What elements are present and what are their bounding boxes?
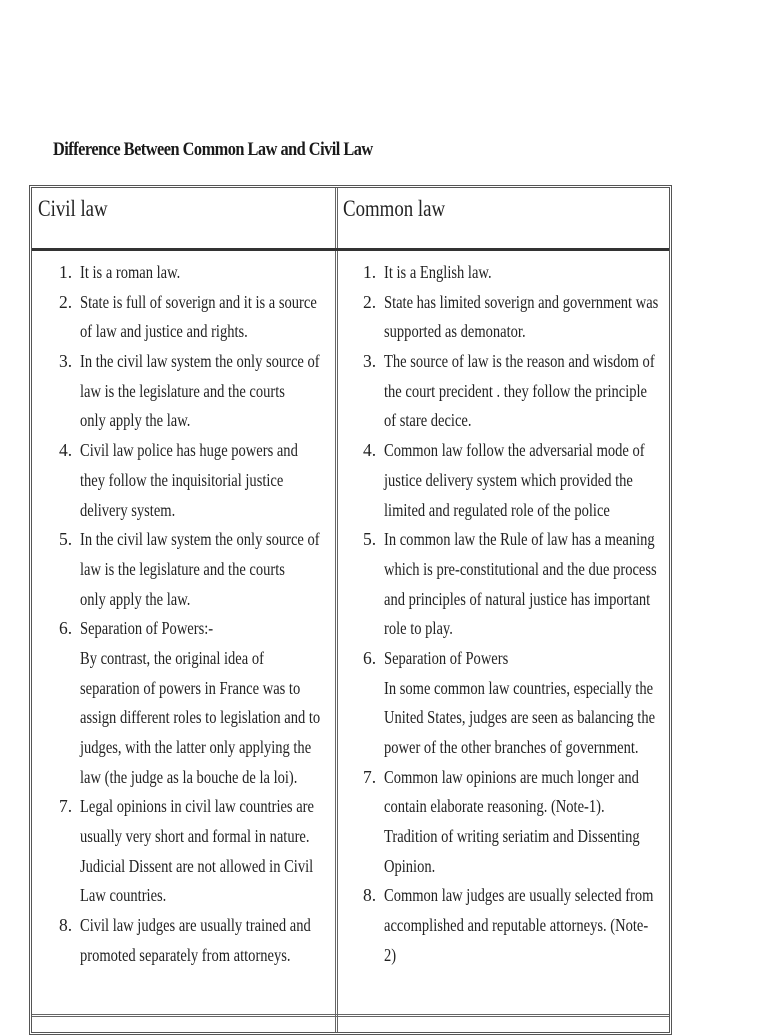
item-text: Common law opinions are much longer and xyxy=(384,766,639,787)
item-text: In the civil law system the only source of xyxy=(80,351,320,372)
item-text: law (the judge as la bouche de la loi). xyxy=(80,766,298,787)
item-text: separation of powers in France was to xyxy=(80,677,301,698)
item-text: By contrast, the original idea of xyxy=(80,647,264,668)
item-text: the court precident . they follow the principle xyxy=(384,380,647,401)
item-number: 7. xyxy=(363,766,377,787)
item-text: In the civil law system the only source of xyxy=(80,529,320,550)
item-text: usually very short and formal in nature. xyxy=(80,826,310,847)
header-divider xyxy=(32,248,669,251)
header-common-law: Common law xyxy=(343,196,446,221)
item-text: State has limited soverign and government was xyxy=(384,291,659,312)
item-number: 5. xyxy=(59,529,73,550)
item-text: Civil law judges are usually trained and xyxy=(80,915,311,936)
item-text: limited and regulated role of the police xyxy=(384,499,610,520)
item-text: Tradition of writing seriatim and Dissenting xyxy=(384,826,640,847)
item-text: In some common law countries, especially the xyxy=(384,677,654,698)
item-text: which is pre-constitutional and the due process xyxy=(384,558,657,579)
item-text: 2) xyxy=(384,944,397,965)
item-text: United States, judges are seen as balancing the xyxy=(384,707,656,728)
item-number: 3. xyxy=(363,351,377,372)
item-text: only apply the law. xyxy=(80,588,191,609)
item-number: 2. xyxy=(59,291,73,312)
item-text: Common law follow the adversarial mode of xyxy=(384,440,645,461)
item-number: 1. xyxy=(363,262,377,282)
item-text: and principles of natural justice has important xyxy=(384,588,651,609)
item-text: only apply the law. xyxy=(80,410,191,431)
item-text: State is full of soverign and it is a source xyxy=(80,291,317,312)
item-text: Judicial Dissent are not allowed in Civil xyxy=(80,855,314,876)
item-text: power of the other branches of government. xyxy=(384,737,639,757)
item-text: law is the legislature and the courts xyxy=(80,380,285,401)
item-text: of stare decice. xyxy=(384,410,472,431)
item-number: 4. xyxy=(59,440,73,461)
item-text: Civil law police has huge powers and xyxy=(80,440,298,461)
item-text: Separation of Powers:- xyxy=(80,618,214,639)
item-text: Separation of Powers xyxy=(384,647,509,668)
item-text: Opinion. xyxy=(384,855,436,876)
page-title: Difference Between Common Law and Civil Law xyxy=(53,139,373,160)
item-text: justice delivery system which provided the xyxy=(384,469,633,490)
item-text: It is a English law. xyxy=(384,262,492,282)
comparison-table xyxy=(29,185,672,1035)
item-text: judges, with the latter only applying the xyxy=(80,737,312,757)
column-divider xyxy=(335,188,338,1032)
item-text: In common law the Rule of law has a meaning xyxy=(384,529,655,550)
item-text: Law countries. xyxy=(80,885,167,906)
header-civil-law: Civil law xyxy=(38,196,108,221)
item-text: The source of law is the reason and wisdom of xyxy=(384,351,655,372)
item-text: of law and justice and rights. xyxy=(80,321,248,342)
item-text: role to play. xyxy=(384,618,453,639)
item-number: 5. xyxy=(363,529,377,550)
item-number: 8. xyxy=(363,885,377,906)
item-text: Legal opinions in civil law countries are xyxy=(80,796,314,817)
item-number: 8. xyxy=(59,915,73,936)
item-number: 2. xyxy=(363,291,377,312)
item-text: promoted separately from attorneys. xyxy=(80,944,291,965)
item-number: 6. xyxy=(363,647,377,668)
item-number: 4. xyxy=(363,440,377,461)
item-text: accomplished and reputable attorneys. (Note- xyxy=(384,915,649,936)
item-text: Common law judges are usually selected from xyxy=(384,885,654,906)
item-text: It is a roman law. xyxy=(80,262,181,282)
item-text: supported as demonator. xyxy=(384,321,526,342)
item-text: contain elaborate reasoning. (Note-1). xyxy=(384,796,605,817)
item-text: delivery system. xyxy=(80,499,176,520)
item-number: 1. xyxy=(59,262,73,282)
item-number: 6. xyxy=(59,618,73,639)
item-number: 7. xyxy=(59,796,73,817)
item-number: 3. xyxy=(59,351,73,372)
item-text: law is the legislature and the courts xyxy=(80,558,285,579)
item-text: assign different roles to legislation and to xyxy=(80,707,321,728)
row-divider xyxy=(32,1014,669,1017)
item-text: they follow the inquisitorial justice xyxy=(80,469,284,490)
